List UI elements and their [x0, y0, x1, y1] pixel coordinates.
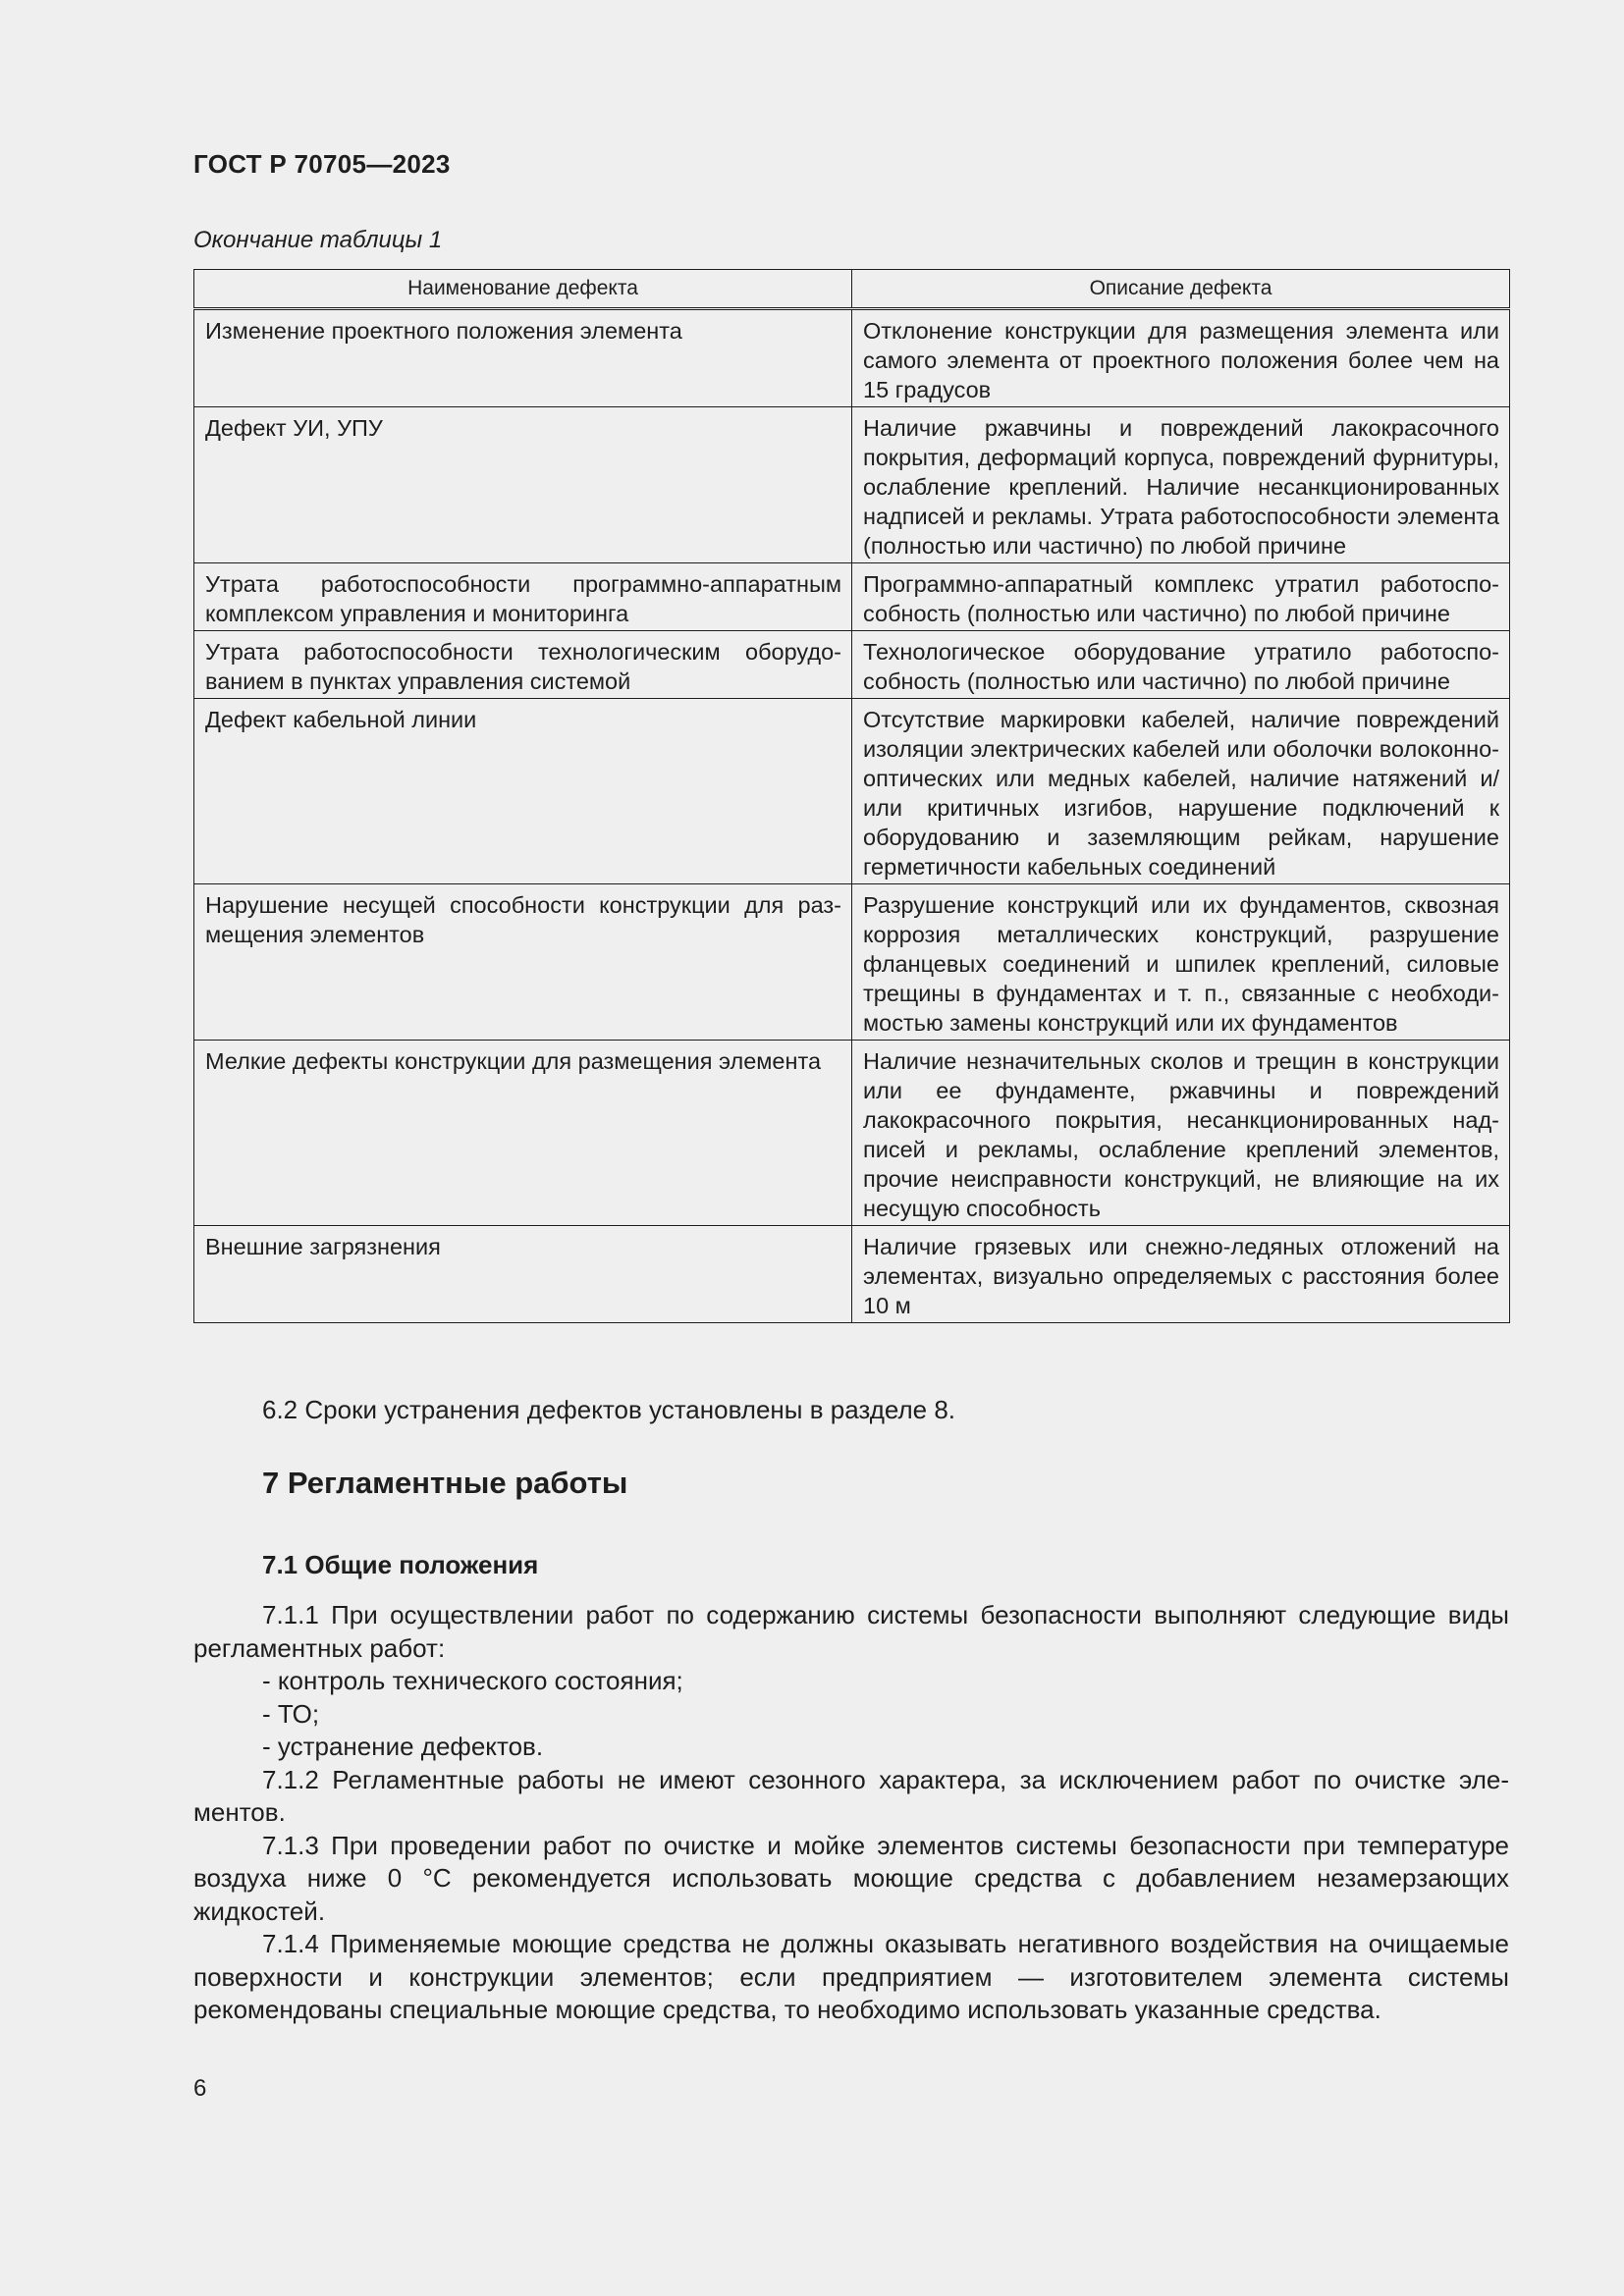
section-7-1-body [193, 1599, 1509, 2027]
defect-description-cell: Программно-аппаратный комплекс утратил работоспособность (полностью или частично) по любой причине [852, 563, 1510, 631]
table-row [194, 407, 1510, 563]
defects-table [193, 269, 1510, 1323]
defect-description-cell: Наличие незначительных сколов и трещин в конструкции или ее фундаменте, ржавчины и повреждений лакокрасочного покрытия, несанкционированных надписей и рекламы, ослабление креплений элементов, прочие неисправности конструкций, не влияющие на их несущую способность [852, 1041, 1510, 1226]
paragraph-7-1-4: 7.1.4 Применяемые моющие средства не должны оказывать негативного воздействия на очищаемые поверхности и конструкции элементов; если предприятием — изготовителем элемента системы рекомендованы специальные моющие средства, то необходимо использовать указанные средства. [193, 1929, 1509, 2024]
list-item: - контроль технического состояния; [262, 1666, 683, 1695]
table-header-row [194, 270, 1510, 309]
defect-name-cell: Нарушение несущей способности конструкции для размещения элементов [194, 884, 852, 1041]
paragraph-6-2-block [193, 1394, 1509, 1427]
table-row [194, 1226, 1510, 1323]
defect-description-cell: Разрушение конструкций или их фундаментов, сквозная коррозия металлических конструкций, разрушение фланцевых соединений и шпилек креплений, силовые трещины в фундаментах и т. п., связанные с необходимостью замены конструкций или их фундаментов [852, 884, 1510, 1041]
document-header: ГОСТ Р 70705—2023 [193, 149, 451, 179]
column-header-defect-name: Наименование дефекта [194, 270, 852, 309]
defect-name-cell: Мелкие дефекты конструкции для размещения элемента [194, 1041, 852, 1226]
list-item: - ТО; [262, 1698, 320, 1729]
defect-name-cell: Изменение проектного положения элемента [194, 309, 852, 407]
table-row [194, 1041, 1510, 1226]
paragraph-7-1-2: 7.1.2 Регламентные работы не имеют сезонного характера, за исключением работ по очистке элементов. [193, 1764, 1509, 1827]
table-row [194, 884, 1510, 1041]
defect-description-cell: Отсутствие маркировки кабелей, наличие повреждений изоляции электрических кабелей или оболочки волоконно-оптических или медных кабелей, наличие натяжений и/или критичных изгибов, нарушение подключений к оборудованию и заземляющим рейкам, нарушение герметичности кабельных соединений [852, 699, 1510, 884]
paragraph-6-2: 6.2 Сроки устранения дефектов установлены в разделе 8. [262, 1395, 956, 1424]
paragraph-7-1-1: 7.1.1 При осуществлении работ по содержанию системы безопасности выполняют следующие виды регламентных работ: [193, 1600, 1509, 1663]
section-7-heading: 7 Регламентные работы [262, 1466, 628, 1500]
defect-description-cell: Наличие ржавчины и повреждений лакокрасочного покрытия, деформаций корпуса, повреждений фурнитуры, ослабление креплений. Наличие несанкционированных надписей и рекламы. Утрата работоспособности элемента (полностью или частично) по любой причине [852, 407, 1510, 563]
defect-name-cell: Утрата работоспособности технологическим оборудованием в пунктах управления системой [194, 631, 852, 699]
table-row [194, 309, 1510, 407]
defect-name-cell: Утрата работоспособности программно-аппаратным комплексом управления и мониторинга [194, 563, 852, 631]
defect-description-cell: Технологическое оборудование утратило работоспособность (полностью или частично) по любой причине [852, 631, 1510, 699]
list-item: - устранение дефектов. [262, 1732, 544, 1761]
table-caption: Окончание таблицы 1 [193, 227, 443, 253]
defect-name-cell: Дефект кабельной линии [194, 699, 852, 884]
column-header-defect-description: Описание дефекта [852, 270, 1510, 309]
defect-name-cell: Дефект УИ, УПУ [194, 407, 852, 563]
page-number: 6 [193, 2075, 207, 2102]
table-row [194, 631, 1510, 699]
defect-description-cell: Наличие грязевых или снежно-ледяных отложений на элементах, визуально определяемых с расстояния более 10 м [852, 1226, 1510, 1323]
table-row [194, 563, 1510, 631]
table-row [194, 699, 1510, 884]
defect-description-cell: Отклонение конструкции для размещения элемента или самого элемента от проектного положения более чем на 15 градусов [852, 309, 1510, 407]
paragraph-7-1-3: 7.1.3 При проведении работ по очистке и мойке элементов системы безопасности при температуре воздуха ниже 0 °С рекомендуется использовать моющие средства с добавлением незамерзающих жидкостей. [193, 1830, 1509, 1926]
defect-name-cell: Внешние загрязнения [194, 1226, 852, 1323]
subsection-7-1-heading: 7.1 Общие положения [262, 1550, 539, 1579]
